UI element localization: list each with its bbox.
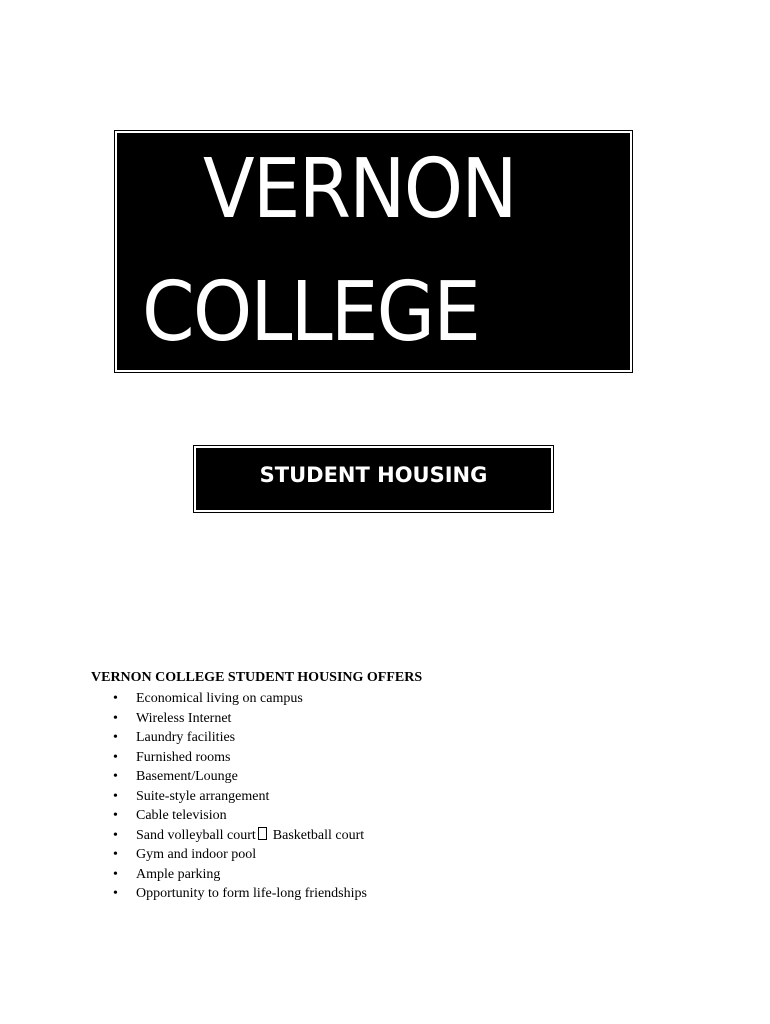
bullet-icon: •	[113, 788, 118, 804]
list-item-text-after: Basketball court	[272, 827, 365, 843]
list-item-text: Gym and indoor pool	[136, 847, 257, 862]
list-item	[91, 748, 367, 768]
list-item	[91, 709, 367, 729]
title-banner-fill	[117, 133, 630, 370]
list-item-text: Furnished rooms	[136, 749, 231, 765]
list-item	[91, 689, 367, 709]
title-line-1: VERNON	[203, 142, 516, 237]
bullet-icon: •	[113, 769, 118, 784]
bullet-icon: •	[113, 730, 118, 745]
list-item-text: Laundry facilities	[136, 730, 236, 745]
list-item	[91, 826, 367, 846]
subtitle-text: STUDENT HOUSING	[196, 448, 551, 510]
list-item-text: Wireless Internet	[136, 710, 232, 726]
list-item	[91, 767, 367, 787]
list-item	[91, 845, 367, 865]
list-item-text: Suite-style arrangement	[136, 788, 270, 804]
title-line-2: COLLEGE	[142, 265, 480, 360]
list-item-text: Opportunity to form life-long friendships	[136, 886, 367, 901]
list-item	[91, 728, 367, 748]
list-item	[91, 884, 367, 904]
offers-heading: VERNON COLLEGE STUDENT HOUSING OFFERS	[91, 670, 423, 685]
subtitle-banner	[193, 445, 554, 513]
list-item-text: Ample parking	[136, 866, 221, 882]
bullet-icon: •	[113, 827, 118, 843]
bullet-icon: •	[113, 886, 118, 901]
bullet-icon: •	[113, 749, 118, 765]
bullet-icon: •	[113, 691, 118, 706]
bullet-icon: •	[113, 710, 118, 726]
bullet-icon: •	[113, 866, 118, 882]
offers-list	[91, 689, 367, 904]
list-item-text: Basement/Lounge	[136, 769, 238, 784]
list-item-text: Economical living on campus	[136, 691, 303, 706]
bullet-icon: •	[113, 847, 118, 862]
list-item-text: Cable television	[136, 808, 227, 823]
bullet-icon: •	[113, 808, 118, 823]
list-item-text: Sand volleyball court	[136, 827, 256, 843]
list-item	[91, 865, 367, 885]
list-item	[91, 806, 367, 826]
list-item	[91, 787, 367, 807]
missing-glyph-icon	[258, 827, 267, 840]
title-banner	[114, 130, 633, 373]
